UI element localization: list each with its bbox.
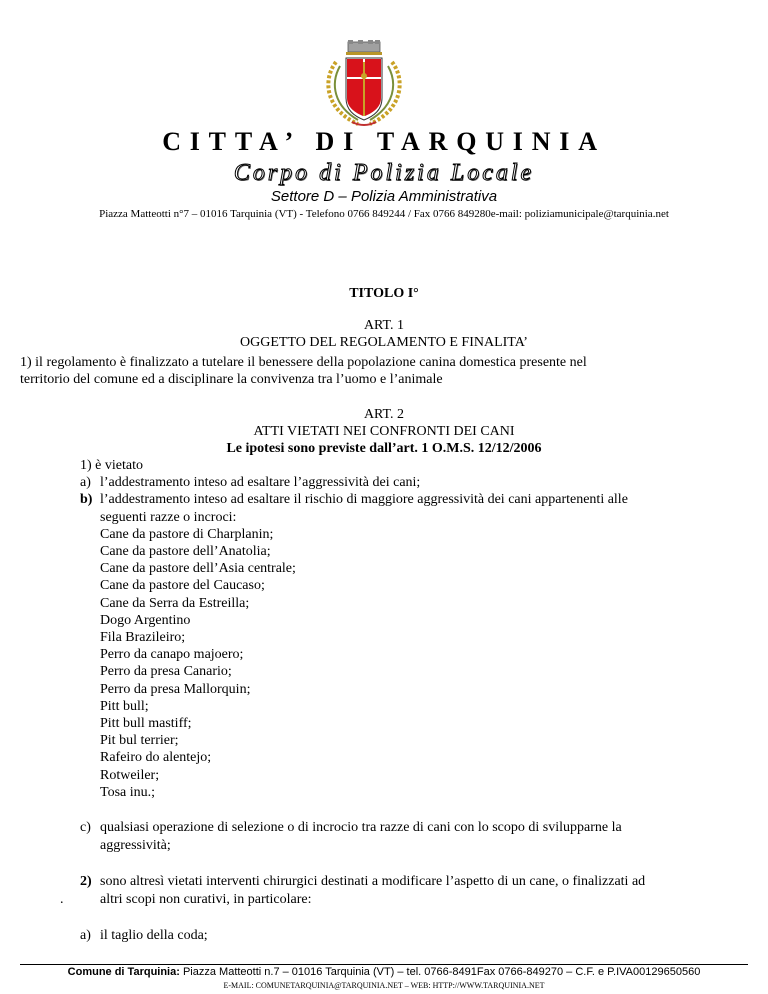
breed-item: Cane da Serra da Estreilla; bbox=[100, 595, 250, 611]
footer-address-text: Piazza Matteotti n.7 – 01016 Tarquinia (VT) – tel. 0766-8491Fax 0766-849270 – C.F. e P.IVA00129650560 bbox=[179, 966, 701, 978]
list-item-a2 bbox=[80, 928, 208, 944]
breed-item: Rafeiro do alentejo; bbox=[100, 750, 212, 766]
breed-item: Pitt bull mastiff; bbox=[100, 716, 192, 732]
breed-item: Cane da pastore del Caucaso; bbox=[100, 578, 265, 594]
art2-subheading: Le ipotesi sono previste dall’art. 1 O.M.S. 12/12/2006 bbox=[226, 441, 542, 456]
art2-heading: ATTI VIETATI NEI CONFRONTI DEI CANI bbox=[253, 424, 515, 439]
list-marker: a) bbox=[80, 475, 91, 491]
tarquinia-coat-of-arms-icon bbox=[318, 40, 410, 130]
point-marker: 2) bbox=[80, 874, 92, 889]
footer-contacts: E-MAIL: COMUNETARQUINIA@TARQUINIA.NET – WEB: HTTP://WWW.TARQUINIA.NET bbox=[223, 981, 545, 990]
breed-item: Perro da presa Mallorquin; bbox=[100, 681, 251, 697]
list-item-c bbox=[80, 820, 622, 836]
breed-item: Cane da pastore dell’Asia centrale; bbox=[100, 561, 296, 577]
breed-item: Cane da pastore dell’Anatolia; bbox=[100, 544, 271, 560]
list-item-text: il taglio della coda; bbox=[100, 928, 208, 943]
breed-item: Perro da canapo majoero; bbox=[100, 647, 244, 663]
art2-prohibitions-list bbox=[80, 457, 628, 801]
list-marker: c) bbox=[80, 820, 91, 835]
coat-of-arms bbox=[318, 40, 410, 130]
list-item-b-continued: seguenti razze o incroci: bbox=[100, 509, 237, 525]
point-2-dot: . bbox=[60, 892, 64, 907]
list-item-text: qualsiasi operazione di selezione o di incrocio tra razze di cani con lo scopo di svilupparne la bbox=[100, 820, 622, 835]
breed-item: Pit bul terrier; bbox=[100, 733, 179, 749]
art1-text-line1: 1) il regolamento è finalizzato a tutelare il benessere della popolazione canina domestica presente nel bbox=[20, 355, 587, 370]
breed-item: Fila Brazileiro; bbox=[100, 630, 186, 646]
footer-address bbox=[0, 966, 768, 978]
breed-item: Dogo Argentino bbox=[100, 612, 191, 628]
list-item-text: l’addestramento inteso ad esaltare il rischio di maggiore aggressività dei cani appartenenti alle bbox=[100, 492, 628, 508]
art2-intro: 1) è vietato bbox=[80, 458, 143, 473]
list-item-a bbox=[80, 474, 628, 491]
art1-number: ART. 1 bbox=[363, 318, 405, 333]
list-item-b bbox=[80, 491, 628, 508]
breed-item: Rotweiler; bbox=[100, 767, 160, 783]
list-marker: a) bbox=[80, 928, 91, 943]
point-2-continued: altri scopi non curativi, in particolare: bbox=[100, 892, 312, 907]
document-title: TITOLO I° bbox=[349, 286, 419, 301]
point-text: sono altresì vietati interventi chirurgici destinati a modificare l’aspetto di un cane, o finalizzati ad bbox=[100, 874, 646, 889]
footer-label: Comune di Tarquinia: bbox=[67, 966, 180, 978]
sector-subtitle: Settore D – Polizia Amministrativa bbox=[270, 188, 498, 205]
breed-item: Cane da pastore di Charplanin; bbox=[100, 526, 274, 542]
art1-heading: OGGETTO DEL REGOLAMENTO E FINALITA’ bbox=[240, 335, 528, 350]
list-item-c-continued: aggressività; bbox=[100, 838, 171, 853]
footer-divider bbox=[20, 964, 748, 965]
list-marker: b) bbox=[80, 492, 93, 508]
header-address: Piazza Matteotti n°7 – 01016 Tarquinia (VT) - Telefono 0766 849244 / Fax 0766 849280e-mail: poliziamunicipale@tarquinia.net bbox=[99, 208, 669, 220]
corps-title: Corpo di Polizia Locale bbox=[233, 160, 535, 186]
city-title: CITTA’ DI TARQUINIA bbox=[162, 127, 606, 156]
point-2 bbox=[80, 874, 645, 890]
art2-number: ART. 2 bbox=[363, 407, 405, 422]
breed-item: Pitt bull; bbox=[100, 698, 149, 714]
list-item-text: l’addestramento inteso ad esaltare l’aggressività dei cani; bbox=[100, 475, 421, 491]
breed-item: Tosa inu.; bbox=[100, 784, 156, 800]
breed-item: Perro da presa Canario; bbox=[100, 664, 232, 680]
art1-text-line2: territorio del comune ed a disciplinare la convivenza tra l’uomo e l’animale bbox=[20, 372, 443, 387]
